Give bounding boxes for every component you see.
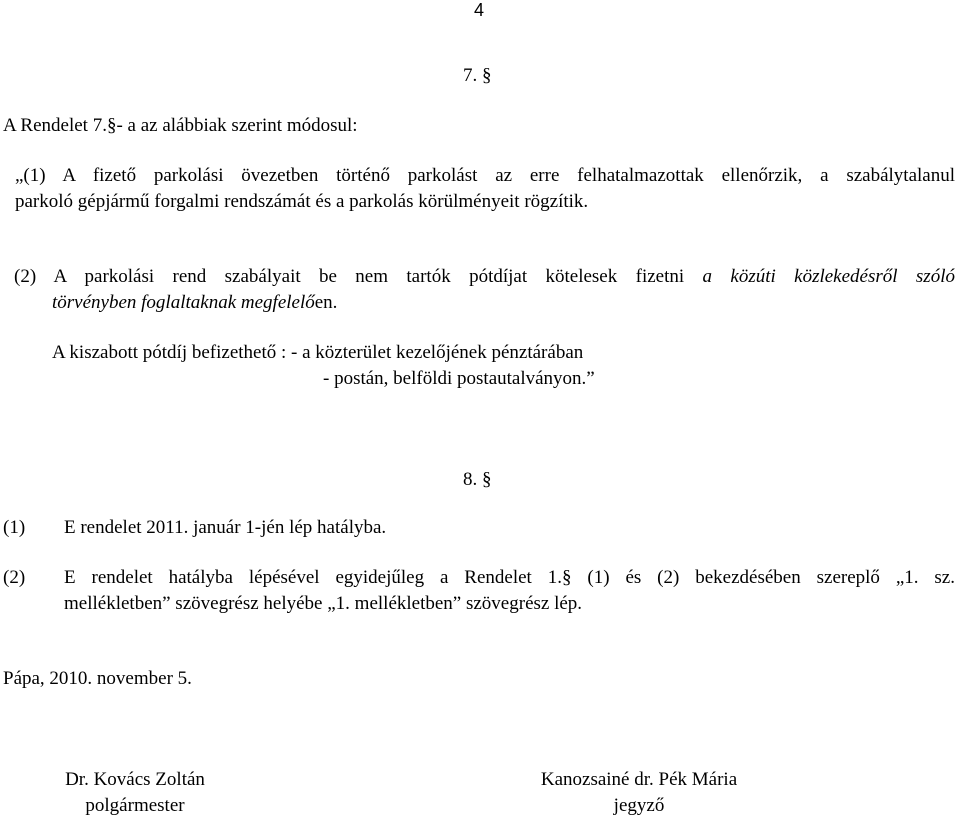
section-8-heading: 8. §: [463, 469, 492, 490]
paragraph-2-italic-text: a közúti közlekedésről szóló: [702, 266, 955, 287]
payment-option-2: - postán, belföldi postautalványon.”: [323, 368, 595, 389]
paragraph-2-line-2: [52, 291, 337, 315]
paragraph-2-suffix: en.: [314, 292, 338, 313]
section-7-heading: 7. §: [463, 65, 492, 86]
item-2-number: (2): [3, 567, 26, 588]
payment-option-1: A kiszabott pótdíj befizethető : - a közterület kezelőjének pénztárában: [52, 342, 584, 363]
paragraph-2-text: (2) A parkolási rend szabályait be nem tartók pótdíjat kötelesek fizetni: [14, 266, 703, 287]
paragraph-1-line-1: „(1) A fizető parkolási övezetben történő parkolást az erre felhatalmazottak ellenőrzik, a szabálytalanul: [15, 165, 955, 186]
signature-mayor-name: Dr. Kovács Zoltán: [65, 769, 205, 790]
paragraph-2-line-1: [14, 265, 955, 289]
paragraph-1-line-2: parkoló gépjármű forgalmi rendszámát és a parkolás körülményeit rögzítik.: [15, 191, 589, 212]
item-2-line-2: mellékletben” szövegrész helyébe „1. mellékletben” szövegrész lép.: [64, 593, 583, 614]
paragraph-2-italic-cont: törvényben foglaltaknak megfelelő: [52, 292, 315, 313]
item-1-number: (1): [3, 517, 26, 538]
signature-mayor-title: polgármester: [85, 795, 185, 816]
signature-notary-name: Kanozsainé dr. Pék Mária: [540, 769, 738, 790]
page-number: 4: [474, 0, 485, 20]
item-2-line-1: E rendelet hatályba lépésével egyidejűleg a Rendelet 1.§ (1) és (2) bekezdésében szereplő „1. sz.: [64, 567, 955, 588]
amendment-intro: A Rendelet 7.§- a az alábbiak szerint módosul:: [3, 115, 358, 136]
signature-notary-title: jegyző: [613, 795, 665, 816]
item-1-text: E rendelet 2011. január 1-jén lép hatályba.: [64, 517, 387, 538]
place-and-date: Pápa, 2010. november 5.: [3, 668, 192, 689]
